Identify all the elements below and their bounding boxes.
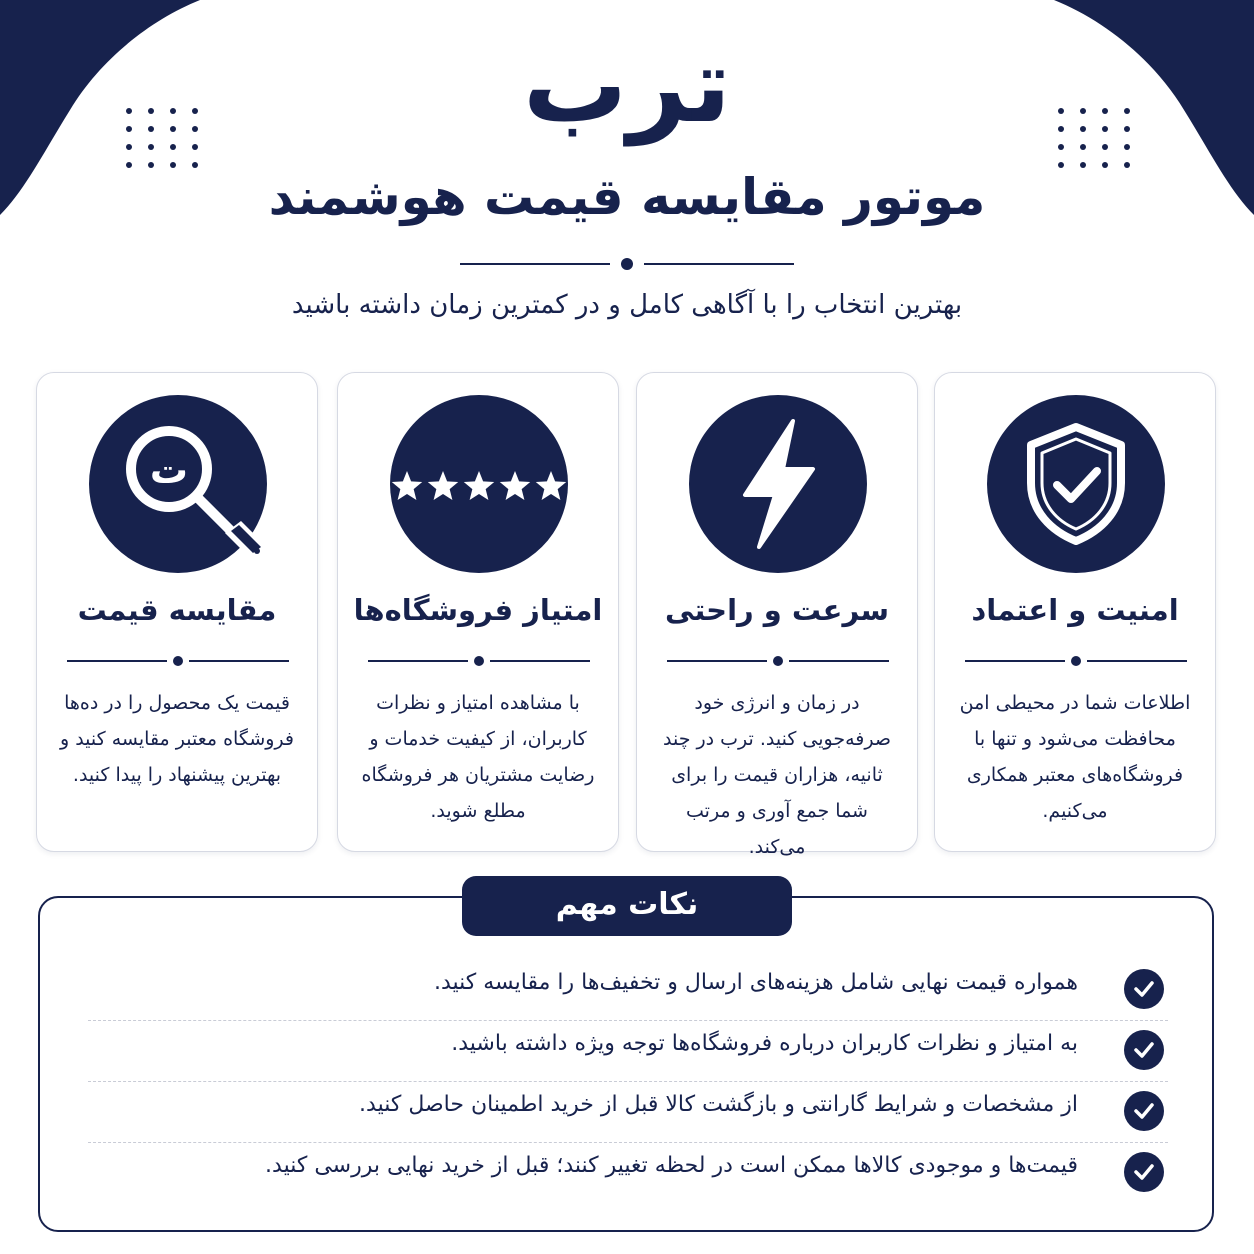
feature-title: امنیت و اعتماد xyxy=(971,593,1179,627)
tip-item xyxy=(88,1143,1168,1204)
star-icon xyxy=(500,471,530,500)
feature-title: امتیاز فروشگاه‌ها xyxy=(353,593,603,627)
feature-description: با مشاهده امتیاز و نظرات کاربران، از کیفیت خدمات و رضایت مشتریان هر فروشگاه مطلع شوید. xyxy=(361,692,595,822)
five-stars-icon xyxy=(390,395,568,573)
feature-divider xyxy=(667,655,889,667)
tip-text: قیمت‌ها و موجودی کالاها ممکن است در لحظه تغییر کنند؛ قبل از خرید نهایی بررسی کنید. xyxy=(265,1153,1078,1178)
feature-description: قیمت یک محصول را در ده‌ها فروشگاه معتبر مقایسه کنید و بهترین پیشنهاد را پیدا کنید. xyxy=(59,692,294,786)
shield-check-icon xyxy=(987,395,1165,573)
check-circle-icon xyxy=(1124,1030,1164,1070)
check-circle-icon xyxy=(1124,969,1164,1009)
feature-cards xyxy=(36,372,1218,858)
feature-title: سرعت و راحتی xyxy=(665,593,889,627)
tip-item xyxy=(88,960,1168,1021)
brand-logo: ترب xyxy=(522,24,732,146)
feature-card-speed xyxy=(636,372,918,858)
tip-text: به امتیاز و نظرات کاربران درباره فروشگاه‌ها توجه ویژه داشته باشید. xyxy=(451,1031,1078,1056)
tip-text: همواره قیمت نهایی شامل هزینه‌های ارسال و تخفیف‌ها را مقایسه کنید. xyxy=(433,970,1078,995)
feature-card-store-rating xyxy=(337,372,619,852)
star-icon xyxy=(536,471,566,500)
magnifier-icon xyxy=(89,395,267,573)
star-icon xyxy=(392,471,422,500)
tips-list xyxy=(88,960,1168,1204)
feature-card-security xyxy=(934,372,1216,852)
feature-divider xyxy=(67,655,289,667)
page-subtitle: بهترین انتخاب را با آگاهی کامل و در کمترین زمان داشته باشید xyxy=(291,290,963,320)
star-icon xyxy=(464,471,494,500)
feature-divider xyxy=(965,655,1187,667)
feature-card-price-compare xyxy=(36,372,318,852)
magnifier-letter: ت xyxy=(149,448,189,492)
feature-title: مقایسه قیمت xyxy=(77,593,277,627)
tip-item xyxy=(88,1021,1168,1082)
title-divider xyxy=(460,256,794,272)
feature-description: در زمان و انرژی خود صرفه‌جویی کنید. ترب در چند ثانیه، هزاران قیمت را برای شما جمع آوری و مرتب می‌کند. xyxy=(663,692,891,858)
feature-description: اطلاعات شما در محیطی امن محافظت می‌شود و تنها با فروشگاه‌های معتبر همکاری می‌کنیم. xyxy=(959,692,1191,822)
lightning-icon xyxy=(689,395,867,573)
feature-divider xyxy=(368,655,590,667)
tip-text: از مشخصات و شرایط گارانتی و بازگشت کالا قبل از خرید اطمینان حاصل کنید. xyxy=(359,1092,1078,1117)
tip-item xyxy=(88,1082,1168,1143)
tips-title: نکات مهم xyxy=(462,876,792,936)
check-circle-icon xyxy=(1124,1152,1164,1192)
page-title: موتور مقایسه قیمت هوشمند xyxy=(268,168,986,226)
check-circle-icon xyxy=(1124,1091,1164,1131)
star-icon xyxy=(428,471,458,500)
